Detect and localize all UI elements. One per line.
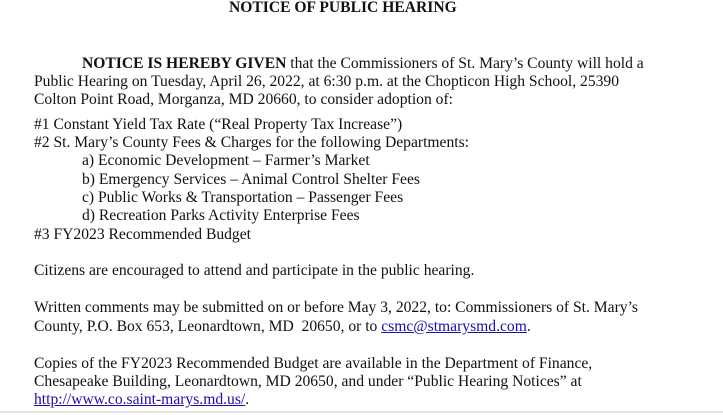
item-2: #2 St. Mary’s County Fees & Charges for the following Departments:	[34, 134, 469, 151]
intro-line-2: Public Hearing on Tuesday, April 26, 2022, at 6:30 p.m. at the Chopticon High School, 25390	[34, 73, 620, 90]
copies-line-3-period: .	[245, 391, 250, 408]
written-line-2-text: County, P.O. Box 653, Leonardtown, MD 20650, or to	[34, 318, 382, 335]
written-line-2	[34, 318, 531, 336]
email-link[interactable]: csmc@stmarysmd.com	[381, 318, 527, 335]
item-2a: a) Economic Development – Farmer’s Market	[82, 152, 370, 169]
bottom-divider	[0, 411, 723, 413]
copies-line-3	[34, 391, 249, 409]
intro-line-3: Colton Point Road, Morganza, MD 20660, to consider adoption of:	[34, 91, 453, 108]
website-link[interactable]: http://www.co.saint-marys.md.us/	[34, 391, 246, 408]
copies-line-2: Chesapeake Building, Leonardtown, MD 20650, and under “Public Hearing Notices” at	[34, 373, 582, 390]
intro-line-1	[82, 55, 644, 73]
item-2c: c) Public Works & Transportation – Passenger Fees	[82, 189, 404, 206]
item-2b: b) Emergency Services – Animal Control Shelter Fees	[82, 171, 420, 188]
citizens-paragraph: Citizens are encouraged to attend and participate in the public hearing.	[34, 262, 475, 279]
notice-title: NOTICE OF PUBLIC HEARING	[229, 0, 457, 16]
written-line-1: Written comments may be submitted on or before May 3, 2022, to: Commissioners of St. Mary’s	[34, 299, 638, 316]
copies-line-1: Copies of the FY2023 Recommended Budget are available in the Department of Finance,	[34, 355, 593, 372]
item-2d: d) Recreation Parks Activity Enterprise Fees	[82, 207, 360, 224]
intro-bold: NOTICE IS HEREBY GIVEN	[82, 55, 287, 72]
written-line-2-period: .	[526, 318, 531, 335]
intro-rest: that the Commissioners of St. Mary’s County will hold a	[286, 55, 644, 72]
item-3: #3 FY2023 Recommended Budget	[34, 226, 251, 243]
item-1: #1 Constant Yield Tax Rate (“Real Property Tax Increase”)	[34, 116, 403, 133]
